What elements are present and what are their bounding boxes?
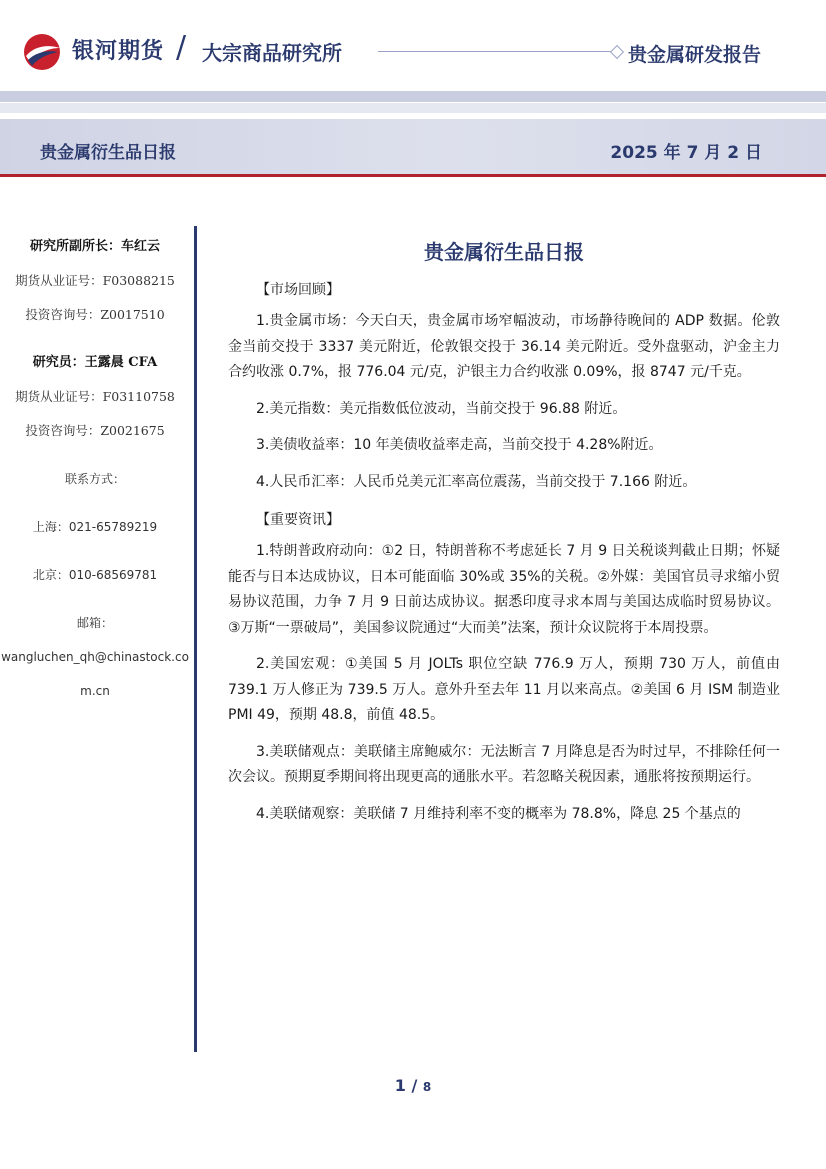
futures-license: 期货从业证号：F03110758 bbox=[15, 389, 175, 404]
paragraph-rmb-rate: 4.人民币汇率：人民币兑美元汇率高位震荡，当前交投于 7.166 附近。 bbox=[256, 473, 697, 490]
band-title: 贵金属衍生品日报 bbox=[40, 143, 176, 163]
futures-license: 期货从业证号：F03088215 bbox=[15, 273, 175, 288]
institute-name: 大宗商品研究所 bbox=[202, 41, 342, 65]
email-label: 邮箱： bbox=[76, 616, 113, 630]
report-date: 2025 年 7 月 2 日 bbox=[610, 143, 762, 163]
section-heading-key-news: 【重要资讯】 bbox=[256, 512, 340, 528]
email-address[interactable]: wangluchen_qh@chinastock.co bbox=[1, 650, 189, 664]
paragraph-fed-views: 3.美联储观点：美联储主席鲍威尔：无法断言 7 月降息是否为时过早，不排除任何一次会议。预期夏季期间将出现更高的通胀水平。若忽略关税因素，通胀将按预期运行。 bbox=[228, 743, 780, 785]
researcher: 研究员：王露晨 CFA bbox=[32, 355, 158, 370]
advisory-license: 投资咨询号：Z0021675 bbox=[25, 423, 165, 438]
deputy-director: 研究所副所长：车红云 bbox=[29, 239, 160, 254]
email-address-cont[interactable]: m.cn bbox=[80, 684, 110, 698]
paragraph-precious-metals: 1.贵金属市场：今天白天，贵金属市场窄幅波动，市场静待晚间的 ADP 数据。伦敦金当前交投于 3337 美元附近，伦敦银交投于 36.14 美元附近。受外盘驱动，沪金主力合约收涨 0.7%，报 776.04 元/克，沪银主力合约收涨 0.09%，报 8747 元/千克。 bbox=[228, 313, 780, 380]
sidebar-divider bbox=[194, 226, 197, 1052]
paragraph-us-macro: 2.美国宏观：①美国 5 月 JOLTs 职位空缺 776.9 万人，预期 730 万人，前值由 739.1 万人修正为 739.5 万人。意外升至去年 11 月以来高点。②美国 6 月 ISM 制造业 PMI 49，预期 48.8，前值 48.5。 bbox=[228, 656, 780, 723]
page-separator: / bbox=[405, 1076, 423, 1095]
total-pages: 8 bbox=[422, 1080, 432, 1094]
current-page: 1 bbox=[394, 1076, 406, 1095]
author-sidebar bbox=[0, 230, 190, 708]
report-body bbox=[228, 236, 780, 838]
header-rule bbox=[378, 51, 614, 52]
contact-heading: 联系方式： bbox=[64, 472, 125, 486]
paragraph-fed-watch: 4.美联储观察：美联储 7 月维持利率不变的概率为 78.8%，降息 25 个基点的 bbox=[256, 805, 741, 822]
diamond-icon bbox=[610, 45, 624, 59]
page-number bbox=[0, 1076, 826, 1095]
paragraph-trump-policy: 1.特朗普政府动向：①2 日，特朗普称不考虑延长 7 月 9 日关税谈判截止日期；怀疑能否与日本达成协议，日本可能面临 30%或 35%的关税。②外媒：美国官员寻求缩小贸易协议范围，力争 7 月 9 日前达成协议。据悉印度寻求本周与美国达成临时贸易协议。③万斯“一票破局”，美国参议院通过“大而美”法案，预计众议院将于本周投票。 bbox=[228, 543, 780, 636]
header-stripe-light bbox=[0, 103, 826, 113]
header-separator: / bbox=[176, 30, 187, 65]
header-stripe bbox=[0, 91, 826, 102]
shanghai-phone: 上海：021-65789219 bbox=[32, 520, 158, 534]
report-title: 贵金属衍生品日报 bbox=[424, 240, 584, 264]
galaxy-logo-icon bbox=[22, 32, 62, 72]
section-heading-market-review: 【市场回顾】 bbox=[256, 282, 340, 298]
brand-name: 银河期货 bbox=[72, 39, 165, 64]
advisory-license: 投资咨询号：Z0017510 bbox=[25, 307, 165, 322]
report-type: 贵金属研发报告 bbox=[628, 44, 762, 66]
paragraph-dollar-index: 2.美元指数：美元指数低位波动，当前交投于 96.88 附近。 bbox=[256, 400, 627, 417]
paragraph-treasury-yield: 3.美债收益率：10 年美债收益率走高，当前交投于 4.28%附近。 bbox=[256, 437, 663, 453]
title-band-accent bbox=[0, 174, 826, 177]
page-header bbox=[0, 0, 826, 100]
beijing-phone: 北京：010-68569781 bbox=[32, 568, 158, 582]
